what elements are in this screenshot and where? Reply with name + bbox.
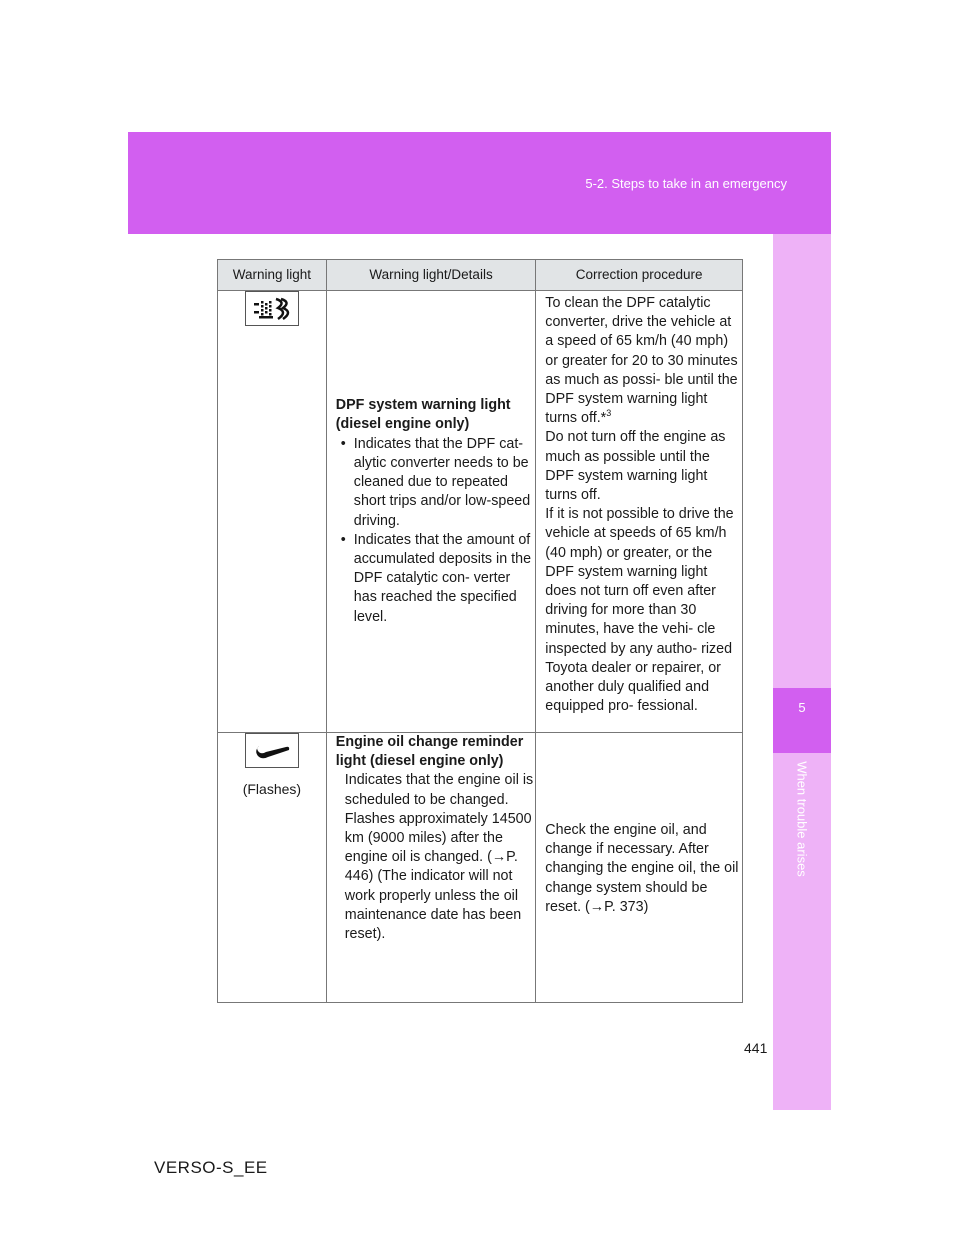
warning-light-table — [217, 259, 743, 1003]
chapter-number: 5 — [773, 688, 831, 753]
chapter-side-tab — [773, 234, 831, 1110]
correction-paragraph: If it is not possible to drive the vehicle at speeds of 65 km/h (40 mph) or greater, or the DPF system warning light does not turn off even after driving for more than 30 minutes, have the vehi- cle inspected by any autho- rized Toyota dealer or repairer, or another duly qualified and equipped pro- fessional. — [545, 506, 734, 715]
table-row — [218, 733, 743, 1003]
detail-text: Flashes approximately 14500 km (9000 miles) after the engine oil is changed. (→P. 446) (The indicator will not work properly unless the oil maintenance date has been reset). — [344, 810, 532, 943]
correction-paragraph: To clean the DPF catalytic converter, drive the vehicle at a speed of 65 km/h (40 mph) or greater for 20 to 30 minutes as much as possi- ble until the DPF system warning light turns off.*$^3$ — [545, 295, 738, 427]
wrench-icon — [245, 733, 299, 768]
warning-light-cell — [218, 733, 327, 1003]
table-header-row — [218, 260, 743, 291]
section-title: 5-2. Steps to take in an emergency — [585, 176, 787, 191]
warning-light-cell — [218, 291, 327, 733]
footnote-marker: 3 — [606, 408, 612, 419]
correction-cell — [536, 291, 743, 733]
detail-bullet: • Indicates that the amount of accumulated deposits in the DPF catalytic con- verter has reached the specified level. — [336, 531, 536, 627]
detail-list — [336, 435, 536, 627]
column-header: Warning light — [218, 260, 327, 291]
detail-bullet: • Indicates that the DPF cat- alytic converter needs to be cleaned due to repeated short trips and/or low-speed driving. — [336, 435, 536, 531]
correction-paragraph: Do not turn off the engine as much as possible until the DPF system warning light turns off. — [545, 429, 726, 504]
header-band — [128, 132, 831, 234]
warning-details-cell — [326, 733, 536, 1003]
icon-caption: (Flashes) — [242, 781, 302, 798]
warning-title: DPF system warning light — [335, 397, 511, 414]
dpf-icon — [245, 291, 299, 326]
table-row — [218, 291, 743, 733]
correction-cell: Check the engine oil, and change if necessary. After changing the engine oil, the oil change system should be reset. (→P. 373) — [536, 733, 743, 1003]
page-number: 441 — [744, 1040, 768, 1056]
warning-subtitle: (diesel engine only) — [335, 416, 470, 433]
chapter-title: When trouble arises — [794, 761, 810, 877]
column-header: Correction procedure — [536, 260, 743, 291]
warning-details-cell — [326, 291, 536, 733]
column-header: Warning light/Details — [326, 260, 536, 291]
detail-text: Indicates that the engine oil is scheduled to be changed. — [344, 772, 534, 808]
document-code: VERSO-S_EE — [154, 1158, 268, 1177]
warning-title: Engine oil change reminder light (diesel engine only) — [335, 734, 524, 770]
